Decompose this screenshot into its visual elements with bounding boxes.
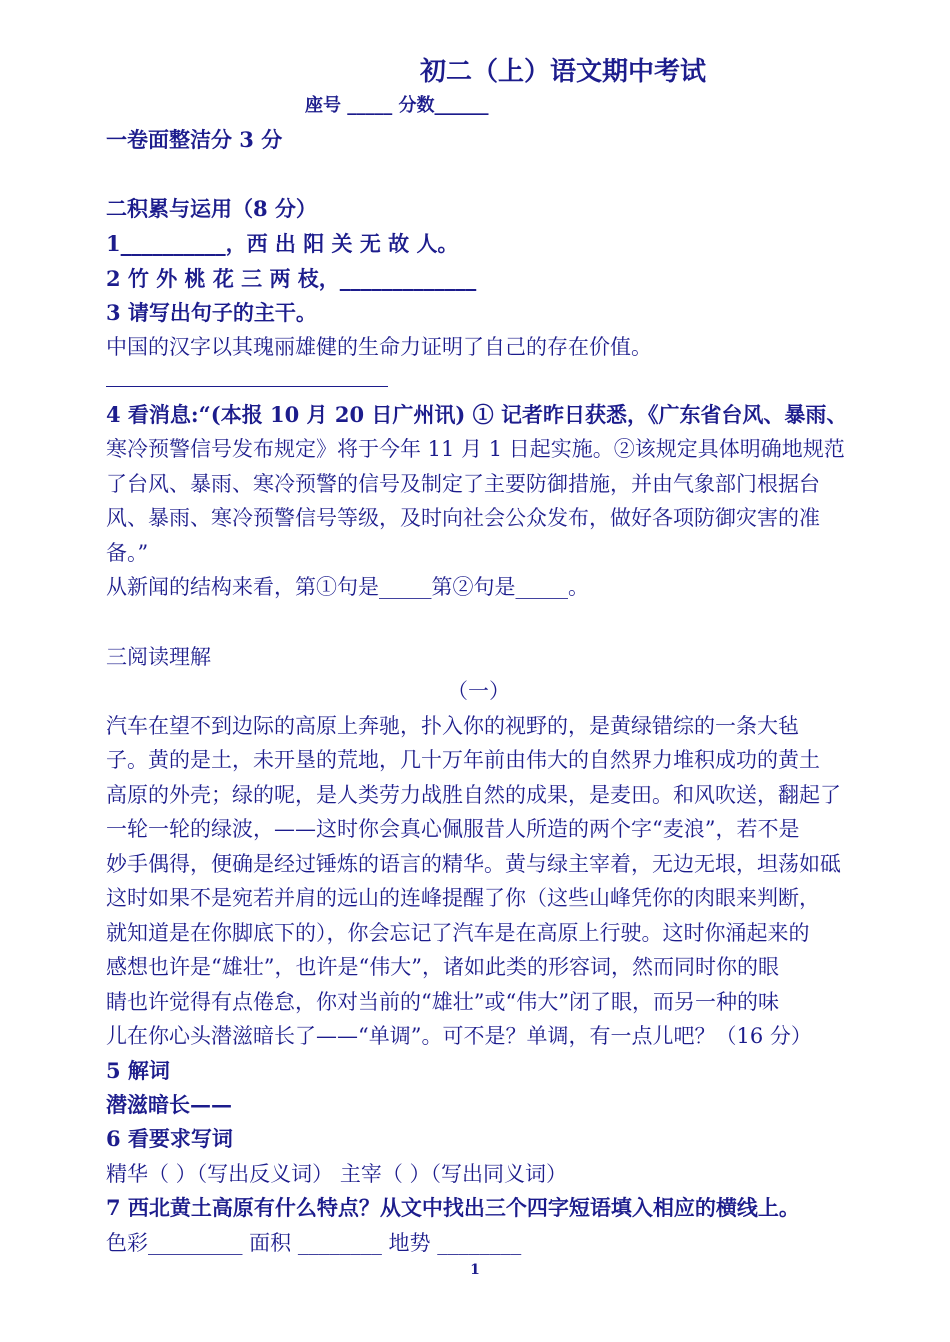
section-2-heading: 二积累与运用（8 分） [106, 196, 317, 221]
question-4-prompt: 从新闻的结构来看，第①句是_____第②句是_____。 [106, 575, 589, 599]
passage-line: 就知道是在你脚底下的），你会忘记了汽车是在高原上行驶。这时你涌起来的 [106, 921, 810, 945]
passage-line: 妙手偶得，便确是经过锤炼的语言的精华。黄与绿主宰着，无边无垠，坦荡如砥 [106, 852, 841, 876]
question-6: 6 看要求写词 [106, 1126, 233, 1151]
news-text-line: 了台风、暴雨、寒冷预警的信号及制定了主要防御措施，并由气象部门根据台 [106, 472, 820, 496]
question-5: 5 解词 [106, 1058, 170, 1083]
passage-line: 高原的外壳；绿的呢，是人类劳力战胜自然的成果，是麦田。和风吹送，翻起了 [106, 783, 841, 807]
question-3-sentence: 中国的汉字以其瑰丽雄健的生命力证明了自己的存在价值。 [106, 335, 652, 359]
passage-line: 儿在你心头潜滋暗长了——“单调”。可不是？单调，有一点儿吧？（16 分） [106, 1024, 812, 1048]
answer-blank-line [106, 386, 388, 387]
passage-line: 这时如果不是宛若并肩的远山的连峰提醒了你（这些山峰凭你的肉眼来判断， [106, 886, 820, 910]
section-3-heading: 三阅读理解 [106, 645, 211, 669]
question-5-term: 潜滋暗长—— [106, 1092, 232, 1117]
question-7-blanks: 色彩_________ 面积 ________ 地势 ________ [106, 1231, 522, 1255]
question-4: 4 看消息:“(本报 10 月 20 日广州讯) ① 记者昨日获悉，《广东省台风、暴雨、 [106, 402, 848, 427]
question-3: 3 请写出句子的主干。 [106, 300, 317, 325]
news-text-line: 备。” [106, 541, 149, 565]
news-text-line: 风、暴雨、寒冷预警信号等级，及时向社会公众发布，做好各项防御灾害的准 [106, 506, 820, 530]
passage-line: 睛也许觉得有点倦怠，你对当前的“雄壮”或“伟大”闭了眼，而另一种的味 [106, 990, 779, 1014]
question-6-items: 精华（ ）（写出反义词） 主宰（ ）（写出同义词） [106, 1162, 568, 1186]
question-7: 7 西北黄土高原有什么特点？从文中找出三个四字短语填入相应的横线上。 [106, 1195, 800, 1220]
passage-number: （一） [447, 679, 510, 703]
question-2: 2 竹 外 桃 花 三 两 枝，_____________ [106, 266, 477, 291]
passage-line: 子。黄的是土，未开垦的荒地，几十万年前由伟大的自然界力堆积成功的黄土 [106, 748, 820, 772]
question-1: 1__________，西 出 阳 关 无 故 人。 [106, 231, 459, 256]
news-text-line: 寒冷预警信号发布规定》将于今年 11 月 1 日起实施。②该规定具体明确地规范 [106, 437, 845, 461]
seat-score-line: 座号 _____ 分数______ [305, 95, 489, 116]
passage-line: 一轮一轮的绿波，——这时你会真心佩服昔人所造的两个字“麦浪”，若不是 [106, 817, 800, 841]
section-1-heading: 一卷面整洁分 3 分 [106, 127, 283, 152]
passage-line: 汽车在望不到边际的高原上奔驰，扑入你的视野的，是黄绿错综的一条大毡 [106, 714, 799, 738]
passage-line: 感想也许是“雄壮”，也许是“伟大”，诸如此类的形容词，然而同时你的眼 [106, 955, 779, 979]
exam-title: 初二（上）语文期中考试 [420, 57, 707, 87]
page-number: 1 [470, 1262, 480, 1278]
